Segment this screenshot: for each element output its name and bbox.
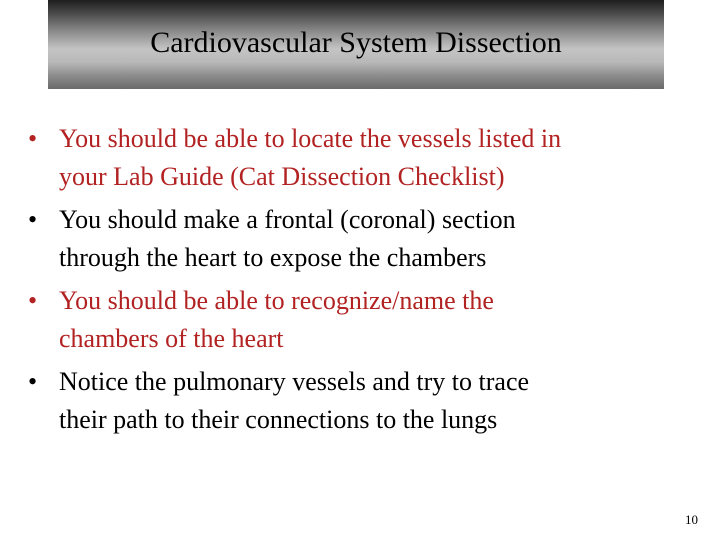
- bullet-text-line: their path to their connections to the lungs: [59, 405, 498, 434]
- bullet-icon: •: [28, 124, 38, 153]
- bullet-item-name-chambers: [28, 282, 708, 358]
- bullet-text-line: You should make a frontal (coronal) section: [59, 205, 516, 234]
- bullet-item-frontal-section: [28, 201, 708, 277]
- slide-title: Cardiovascular System Dissection: [150, 25, 562, 59]
- bullet-text-line: You should be able to locate the vessels listed in: [59, 124, 562, 153]
- bullet-list: [28, 120, 708, 444]
- bullet-item-pulmonary-vessels: [28, 363, 708, 439]
- bullet-text-line: through the heart to expose the chambers: [59, 243, 487, 272]
- page-number: 10: [685, 512, 698, 527]
- title-banner: [48, 0, 664, 89]
- bullet-icon: •: [28, 367, 38, 396]
- bullet-text-line: Notice the pulmonary vessels and try to trace: [59, 367, 530, 396]
- bullet-icon: •: [28, 205, 38, 234]
- bullet-text-line: your Lab Guide (Cat Dissection Checklist): [59, 162, 505, 191]
- bullet-text-line: You should be able to recognize/name the: [59, 286, 494, 315]
- bullet-icon: •: [28, 286, 38, 315]
- bullet-item-locate-vessels: [28, 120, 708, 196]
- bullet-text-line: chambers of the heart: [59, 324, 284, 353]
